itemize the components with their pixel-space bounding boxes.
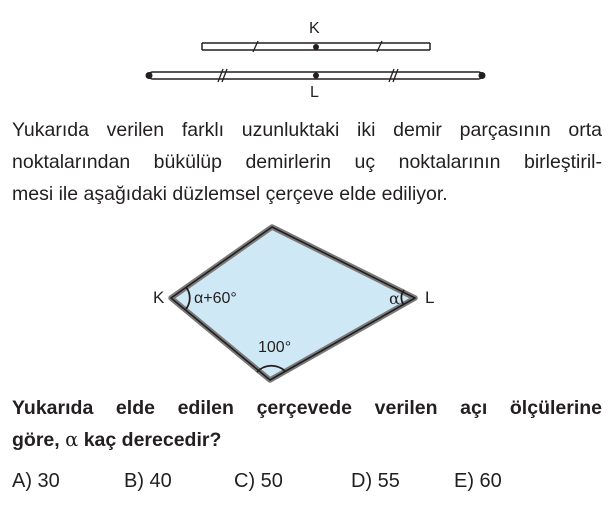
question-line-1: Yukarıda elde edilen çerçevede verilen açı ölçülerine bbox=[12, 397, 602, 419]
vertex-l-label: L bbox=[425, 288, 435, 307]
question-text bbox=[12, 392, 602, 456]
label-l-top: L bbox=[310, 84, 319, 101]
angle-l-label: α bbox=[389, 289, 400, 308]
vertex-k-label: K bbox=[153, 288, 165, 307]
intro-line-1: Yukarıda verilen farklı uzunluktaki iki demir parçasının orta bbox=[12, 119, 602, 141]
label-k-top: K bbox=[309, 20, 320, 37]
option-c[interactable]: C) 50 bbox=[234, 470, 283, 492]
question-line-2 bbox=[12, 424, 602, 456]
option-a[interactable]: A) 30 bbox=[12, 470, 60, 492]
rods-figure bbox=[0, 0, 614, 110]
long-rod-midpoint bbox=[313, 73, 319, 79]
intro-line-3: mesi ile aşağıdaki düzlemsel çerçeve elde ediliyor. bbox=[12, 183, 448, 205]
question-line-2-prefix: göre, bbox=[12, 429, 60, 451]
alpha-symbol: α bbox=[65, 428, 79, 451]
question-line-2-suffix: kaç derecedir? bbox=[83, 429, 222, 451]
short-rod bbox=[202, 41, 430, 52]
frame-figure bbox=[0, 210, 614, 390]
angle-bottom-label: 100° bbox=[258, 339, 292, 356]
option-e[interactable]: E) 60 bbox=[454, 470, 502, 492]
long-rod bbox=[146, 69, 486, 82]
short-rod-midpoint bbox=[313, 44, 319, 50]
option-d[interactable]: D) 55 bbox=[351, 470, 400, 492]
intro-line-2: noktalarından bükülüp demirlerin uç noktalarının birleştiril- bbox=[12, 151, 602, 173]
intro-paragraph bbox=[12, 114, 602, 210]
angle-k-label: α+60° bbox=[194, 290, 237, 307]
option-b[interactable]: B) 40 bbox=[124, 470, 172, 492]
